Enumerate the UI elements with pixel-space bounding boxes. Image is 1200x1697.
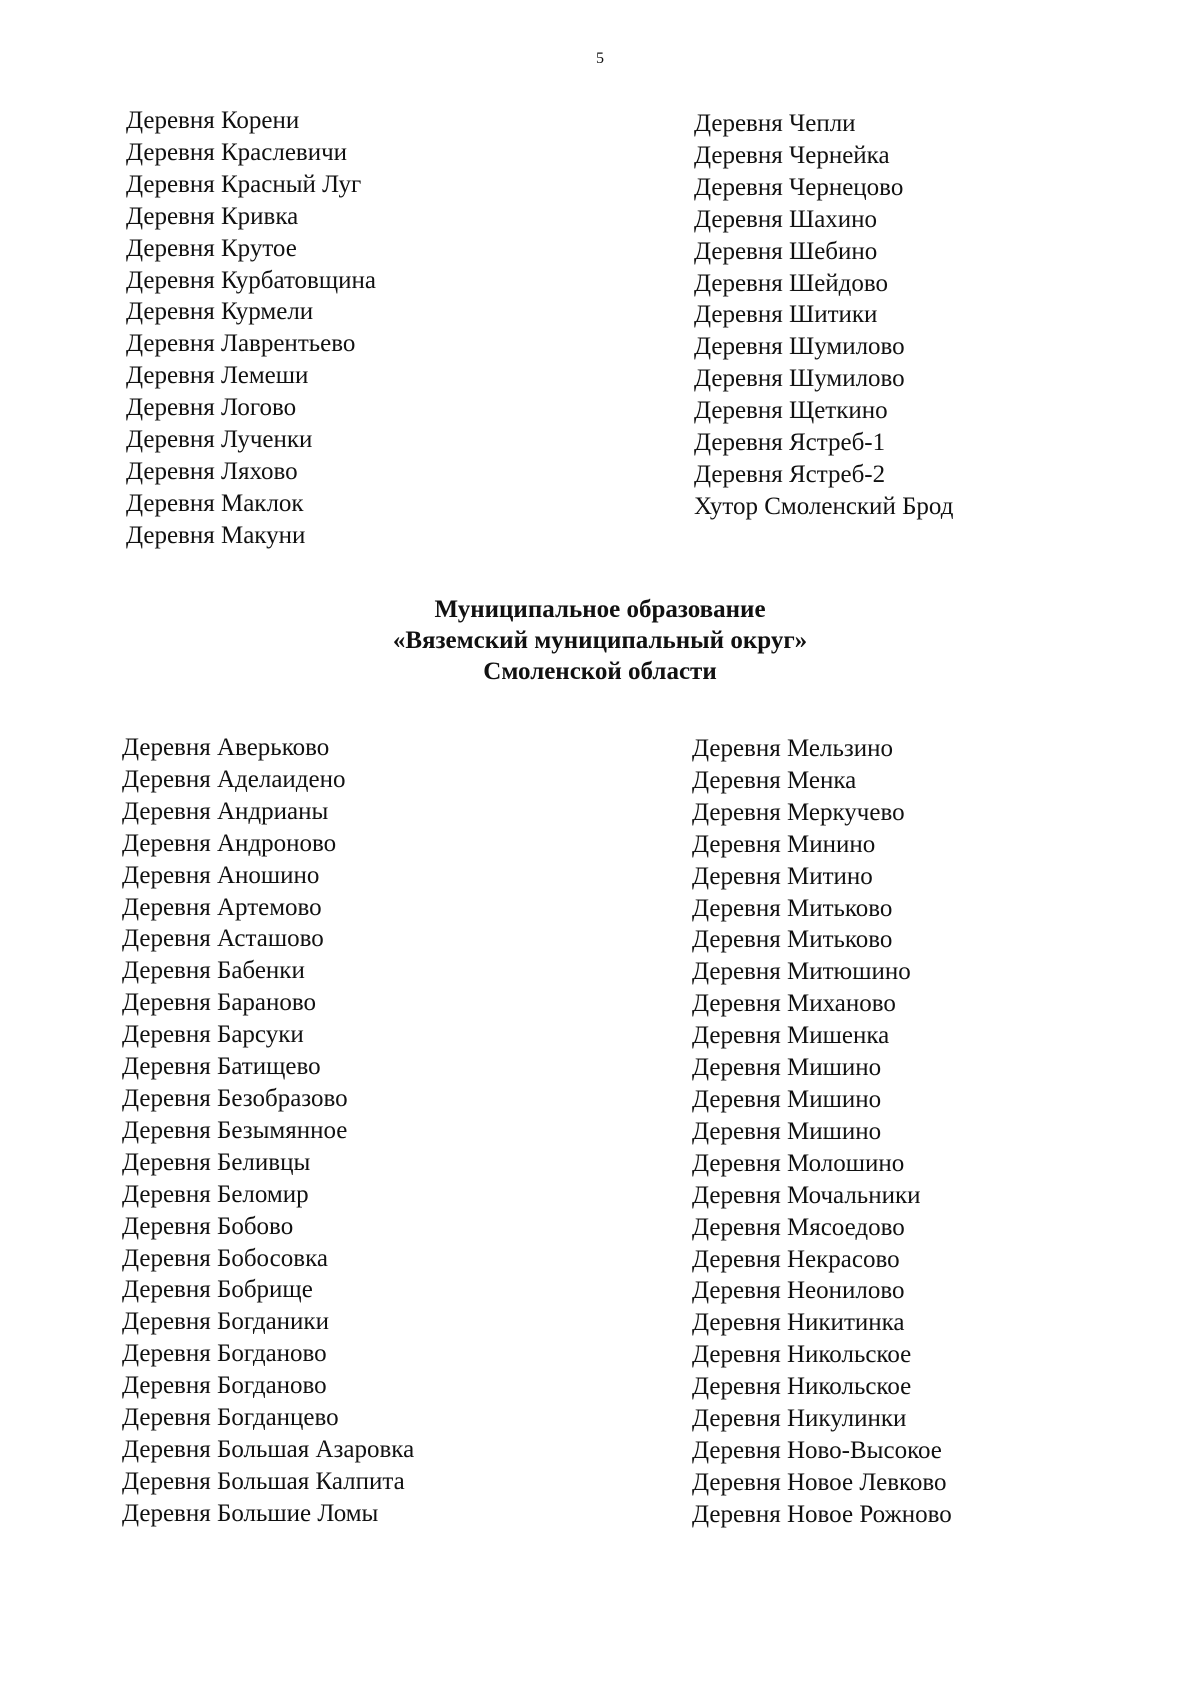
settlement-item: Деревня Андрианы — [122, 797, 329, 825]
settlement-item: Деревня Крутое — [126, 234, 297, 262]
settlement-item: Деревня Молошино — [692, 1149, 905, 1177]
settlement-item: Деревня Большая Азаровка — [122, 1435, 415, 1463]
settlement-item: Деревня Барсуки — [122, 1021, 304, 1049]
settlement-item: Деревня Аверьково — [122, 734, 330, 761]
settlement-item: Деревня Лемеши — [126, 362, 309, 390]
page-number: 5 — [596, 50, 604, 67]
settlement-item: Деревня Никулинки — [692, 1405, 907, 1433]
settlement-item: Деревня Ново-Высокое — [692, 1436, 942, 1464]
settlement-item: Деревня Митюшино — [692, 958, 911, 986]
settlement-item: Деревня Богданово — [122, 1340, 327, 1368]
settlement-item: Деревня Богданики — [122, 1308, 329, 1336]
settlement-item: Деревня Логово — [126, 394, 297, 422]
settlement-item: Деревня Никитинка — [692, 1309, 905, 1337]
settlement-item: Деревня Аделаидено — [122, 765, 346, 793]
settlement-item: Деревня Аношино — [122, 861, 320, 889]
settlement-item: Деревня Бараново — [122, 989, 317, 1017]
settlement-item: Деревня Бабенки — [122, 957, 305, 985]
section1-left-list — [126, 105, 376, 552]
settlement-item: Деревня Курмели — [126, 298, 314, 326]
settlement-item: Деревня Маклок — [126, 489, 304, 517]
settlement-item: Деревня Богданово — [122, 1372, 327, 1400]
settlement-item: Деревня Шумилово — [694, 365, 905, 393]
settlement-item: Деревня Беливцы — [122, 1148, 311, 1176]
settlement-item: Деревня Никольское — [692, 1341, 912, 1369]
settlement-item: Деревня Некрасово — [692, 1245, 900, 1273]
settlement-item: Деревня Безымянное — [122, 1116, 348, 1144]
settlement-item: Деревня Ястреб-1 — [694, 429, 886, 457]
settlement-item: Деревня Шебино — [694, 237, 878, 265]
settlement-item: Деревня Безобразово — [122, 1084, 348, 1112]
settlement-item: Деревня Беломир — [122, 1180, 309, 1208]
settlement-item: Деревня Краслевичи — [126, 138, 348, 166]
settlement-item: Деревня Шитики — [694, 301, 878, 329]
settlement-item: Деревня Менка — [692, 766, 857, 794]
settlement-item: Деревня Мишино — [692, 1085, 882, 1113]
settlement-item: Деревня Минино — [692, 830, 876, 858]
settlement-item: Деревня Асташово — [122, 925, 324, 953]
section1-right-list — [694, 108, 953, 523]
municipality-heading — [0, 594, 1200, 687]
settlement-item: Деревня Шахино — [694, 205, 878, 233]
settlement-item: Деревня Митьково — [692, 926, 893, 954]
settlement-item: Деревня Ляхово — [126, 457, 298, 485]
settlement-item: Деревня Мельзино — [692, 735, 893, 762]
settlement-item: Деревня Мишино — [692, 1117, 882, 1145]
settlement-item: Деревня Лаврентьево — [126, 330, 356, 358]
settlement-item: Деревня Батищево — [122, 1053, 321, 1081]
heading-line-3: Смоленской области — [483, 658, 717, 685]
settlement-item: Деревня Андроново — [122, 829, 337, 857]
settlement-item: Деревня Мочальники — [692, 1181, 921, 1209]
settlement-item: Деревня Бобосовка — [122, 1244, 328, 1272]
section2-left-list — [122, 732, 414, 1530]
heading-line-2: «Вяземский муниципальный округ» — [392, 627, 808, 654]
settlement-item: Хутор Смоленский Брод — [694, 492, 954, 520]
settlement-item: Деревня Щеткино — [694, 397, 888, 425]
settlement-item: Деревня Большая Калпита — [122, 1467, 405, 1495]
settlement-item: Деревня Курбатовщина — [126, 266, 376, 294]
settlement-item: Деревня Макуни — [126, 521, 306, 549]
settlement-item: Деревня Шумилово — [694, 333, 905, 361]
settlement-item: Деревня Богданцево — [122, 1404, 339, 1432]
settlement-item: Деревня Митьково — [692, 894, 893, 922]
settlement-item: Деревня Миханово — [692, 990, 896, 1018]
settlement-item: Деревня Чернецово — [694, 173, 904, 201]
settlement-item: Деревня Ястреб-2 — [694, 460, 886, 488]
settlement-item: Деревня Бобово — [122, 1212, 294, 1240]
settlement-item: Деревня Новое Левково — [692, 1468, 947, 1496]
settlement-item: Деревня Бобрище — [122, 1276, 313, 1304]
settlement-item: Деревня Шейдово — [694, 269, 889, 297]
settlement-item: Деревня Митино — [692, 862, 873, 890]
settlement-item: Деревня Лученки — [126, 426, 313, 454]
settlement-item: Деревня Артемово — [122, 893, 322, 921]
settlement-item: Деревня Мишино — [692, 1054, 882, 1082]
settlement-item: Деревня Мясоедово — [692, 1213, 905, 1241]
settlement-item: Деревня Красный Луг — [126, 170, 362, 198]
section2-right-list — [692, 733, 952, 1531]
settlement-item: Деревня Неонилово — [692, 1277, 905, 1305]
settlement-item: Деревня Никольское — [692, 1373, 912, 1401]
settlement-item: Деревня Чернейка — [694, 141, 890, 169]
settlement-item: Деревня Кривка — [126, 202, 299, 230]
settlement-item: Деревня Чепли — [694, 110, 856, 137]
settlement-item: Деревня Мишенка — [692, 1022, 890, 1050]
settlement-item: Деревня Новое Рожново — [692, 1500, 952, 1528]
settlement-item: Деревня Меркучево — [692, 798, 905, 826]
settlement-item: Деревня Корени — [126, 107, 300, 134]
settlement-item: Деревня Большие Ломы — [122, 1499, 379, 1527]
heading-line-1: Муниципальное образование — [434, 596, 766, 623]
